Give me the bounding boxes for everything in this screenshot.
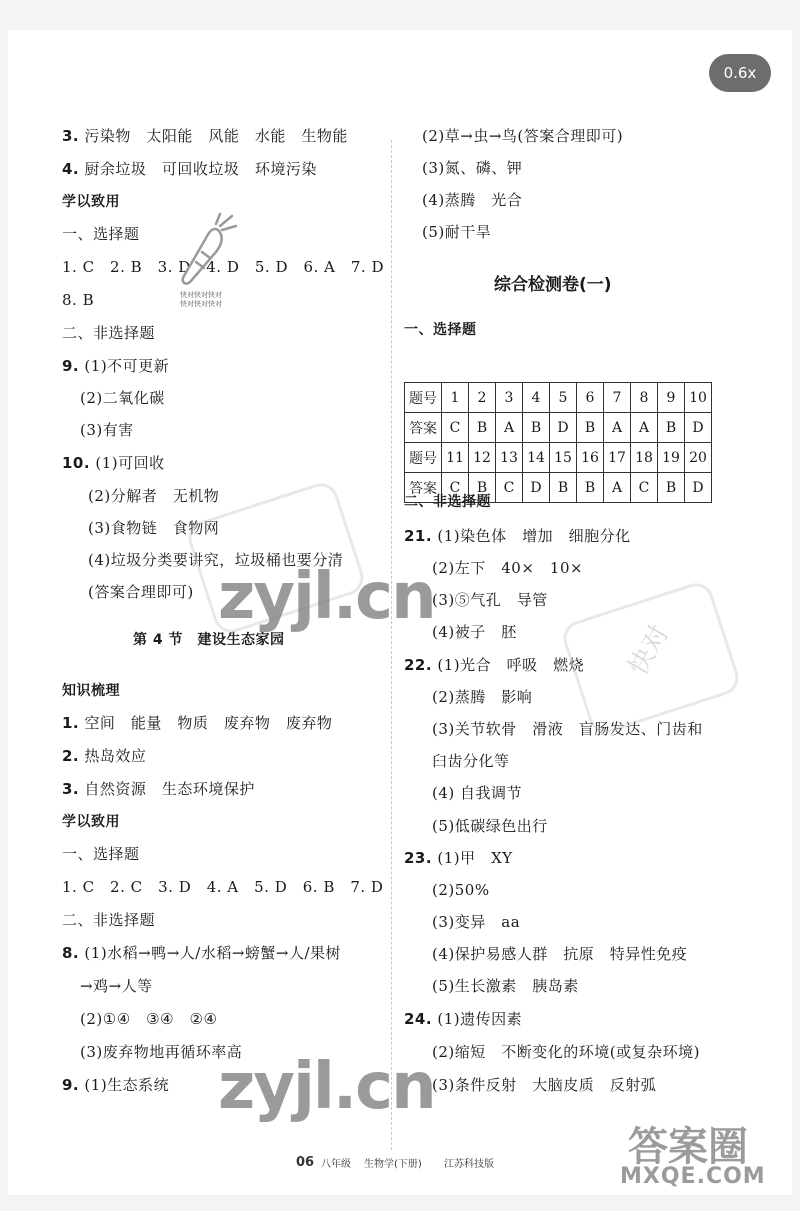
table-cell: B — [469, 473, 496, 503]
table-cell: 19 — [658, 443, 685, 473]
table-cell: B — [469, 413, 496, 443]
zoom-indicator-button[interactable]: 0.6x — [709, 54, 771, 92]
answer-line: (4)蒸腾 光合 — [422, 191, 523, 209]
answer-table — [404, 382, 712, 503]
table-cell: 20 — [685, 443, 712, 473]
table-cell: 17 — [604, 443, 631, 473]
document-page — [8, 30, 792, 1195]
answer-line: (2)50% — [432, 881, 490, 899]
table-cell: 18 — [631, 443, 658, 473]
section-heading: 学以致用 — [62, 194, 120, 210]
choice-answers: 1. C 2. B 3. D 4. D 5. D 6. A 7. D — [62, 258, 384, 276]
answer-line: (4) 自我调节 — [432, 784, 523, 802]
table-cell: 16 — [577, 443, 604, 473]
section-heading: 知识梳理 — [62, 683, 120, 699]
table-row-label: 题号 — [405, 443, 442, 473]
table-cell: A — [631, 413, 658, 443]
table-cell: B — [658, 473, 685, 503]
answer-line: (5)耐干旱 — [422, 223, 492, 241]
table-cell: 11 — [442, 443, 469, 473]
section-title: 第 4 节 建设生态家园 — [133, 632, 285, 648]
answer-line: (2)①④ ③④ ②④ — [80, 1010, 218, 1028]
answer-line: (3)变异 aa — [432, 913, 521, 931]
answer-line: 21. (1)染色体 增加 细胞分化 — [404, 527, 631, 545]
carrot-watermark-icon — [176, 212, 238, 294]
table-cell: C — [496, 473, 523, 503]
table-cell: A — [604, 473, 631, 503]
footer-subject: 生物学(下册) — [364, 1159, 422, 1170]
subsection-heading: 二、非选择题 — [62, 911, 156, 929]
table-cell: 13 — [496, 443, 523, 473]
table-cell: 9 — [658, 383, 685, 413]
test-title: 综合检测卷(一) — [494, 275, 612, 295]
answer-line: (3)条件反射 大脑皮质 反射弧 — [432, 1076, 657, 1094]
section-heading: 二、非选择题 — [404, 494, 491, 510]
answer-line: 4. 厨余垃圾 可回收垃圾 环境污染 — [62, 160, 317, 178]
table-cell: C — [631, 473, 658, 503]
table-row — [405, 443, 712, 473]
answer-line: (3)废弃物地再循环率高 — [80, 1043, 243, 1061]
table-cell: 1 — [442, 383, 469, 413]
table-cell: B — [658, 413, 685, 443]
column-divider — [391, 140, 393, 1150]
answer-line: (2)蒸腾 影响 — [432, 688, 533, 706]
watermark-stamp-text: 快对 — [623, 619, 676, 681]
table-row-label: 答案 — [405, 413, 442, 443]
table-cell: D — [685, 413, 712, 443]
answer-line: 3. 自然资源 生态环境保护 — [62, 780, 255, 798]
answer-line: 24. (1)遗传因素 — [404, 1010, 523, 1028]
table-cell: B — [577, 473, 604, 503]
answer-line: (3)氮、磷、钾 — [422, 159, 523, 177]
answer-line: (3)食物链 食物网 — [88, 519, 220, 537]
table-row-label: 答案 — [405, 473, 442, 503]
answer-line: (2)草→虫→鸟(答案合理即可) — [422, 127, 624, 145]
watermark-small-text: 快对快对快对 — [180, 291, 222, 299]
answer-line: (5)生长激素 胰岛素 — [432, 977, 579, 995]
answer-line: 臼齿分化等 — [432, 752, 510, 770]
table-cell: 4 — [523, 383, 550, 413]
answer-line: 2. 热岛效应 — [62, 747, 147, 765]
table-cell: 12 — [469, 443, 496, 473]
table-cell: D — [685, 473, 712, 503]
table-cell: B — [523, 413, 550, 443]
page-number: 06 — [296, 1155, 315, 1170]
answer-line: (3)⑤气孔 导管 — [432, 591, 548, 609]
section-heading: 一、选择题 — [404, 322, 477, 338]
table-cell: 8 — [631, 383, 658, 413]
watermark-small-text: 快对快对快对 — [180, 300, 222, 308]
answer-line: 23. (1)甲 XY — [404, 849, 513, 867]
answer-line: (5)低碳绿色出行 — [432, 817, 548, 835]
table-cell: B — [577, 413, 604, 443]
answer-line: 3. 污染物 太阳能 风能 水能 生物能 — [62, 127, 348, 145]
answer-line: 8. (1)水稻→鸭→人/水稻→螃蟹→人/果树 — [62, 944, 342, 962]
table-cell: 14 — [523, 443, 550, 473]
subsection-heading: 二、非选择题 — [62, 324, 156, 342]
table-cell: A — [496, 413, 523, 443]
answer-line: (3)有害 — [80, 421, 134, 439]
table-row-label: 题号 — [405, 383, 442, 413]
answer-line: 1. 空间 能量 物质 废弃物 废弃物 — [62, 714, 333, 732]
footer-edition: 江苏科技版 — [444, 1159, 494, 1170]
subsection-heading: 一、选择题 — [62, 225, 140, 243]
table-cell: 3 — [496, 383, 523, 413]
table-cell: 6 — [577, 383, 604, 413]
watermark-text: zyjl.cn — [218, 1050, 435, 1124]
answer-line: (4)保护易感人群 抗原 特异性免疫 — [432, 945, 688, 963]
table-cell: 7 — [604, 383, 631, 413]
answer-line: (2)左下 40× 10× — [432, 559, 584, 577]
site-logo: 答案圈 — [628, 1124, 748, 1170]
answer-line: 22. (1)光合 呼吸 燃烧 — [404, 656, 585, 674]
site-logo-url: MXQE.COM — [620, 1164, 766, 1189]
watermark-text: zyjl.cn — [218, 560, 435, 634]
answer-line: 10. (1)可回收 — [62, 454, 165, 472]
choice-answers: 1. C 2. C 3. D 4. A 5. D 6. B 7. D — [62, 878, 384, 896]
answer-line: 9. (1)生态系统 — [62, 1076, 170, 1094]
subsection-heading: 一、选择题 — [62, 845, 140, 863]
table-cell: D — [550, 413, 577, 443]
choice-answers: 8. B — [62, 291, 95, 309]
table-cell: C — [442, 473, 469, 503]
answer-line: (2)缩短 不断变化的环境(或复杂环境) — [432, 1043, 700, 1061]
section-heading: 学以致用 — [62, 814, 120, 830]
answer-line: (2)分解者 无机物 — [88, 487, 220, 505]
table-cell: 15 — [550, 443, 577, 473]
answer-line: (4)垃圾分类要讲究，垃圾桶也要分清 — [88, 551, 344, 569]
answer-line: (答案合理即可) — [88, 583, 194, 601]
table-cell: 5 — [550, 383, 577, 413]
table-row — [405, 413, 712, 443]
footer-grade: 八年级 — [321, 1159, 351, 1170]
answer-line: →鸡→人等 — [80, 977, 153, 995]
table-cell: 10 — [685, 383, 712, 413]
table-cell: D — [523, 473, 550, 503]
table-row — [405, 383, 712, 413]
answer-line: (3)关节软骨 滑液 盲肠发达、门齿和 — [432, 720, 703, 738]
table-cell: A — [604, 413, 631, 443]
table-cell: 2 — [469, 383, 496, 413]
answer-line: (2)二氧化碳 — [80, 389, 165, 407]
answer-line: 9. (1)不可更新 — [62, 357, 170, 375]
table-cell: C — [442, 413, 469, 443]
table-cell: B — [550, 473, 577, 503]
answer-line: (4)被子 胚 — [432, 623, 517, 641]
